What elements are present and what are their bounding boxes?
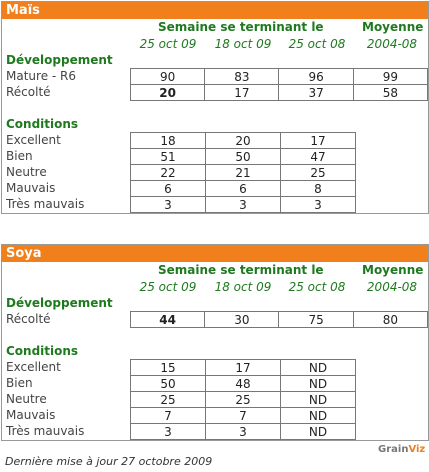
mais-cond-heading: Conditions [6, 117, 79, 131]
table-cell: 3 [131, 197, 206, 213]
table-cell: 8 [281, 181, 356, 197]
table-row [131, 392, 356, 408]
soya-date-1: 25 oct 09 [139, 280, 197, 294]
table-row [131, 408, 356, 424]
soya-date-3: 25 oct 08 [288, 280, 346, 294]
mais-date-1: 25 oct 09 [139, 37, 197, 51]
table-row [131, 424, 356, 440]
table-cell: 3 [206, 197, 281, 213]
soya-cond-heading: Conditions [6, 344, 79, 358]
mais-section [1, 1, 429, 214]
table-row [131, 376, 356, 392]
mais-dev-heading: Développement [6, 53, 113, 67]
table-cell: 15 [131, 360, 206, 376]
table-cell: 25 [281, 165, 356, 181]
table-cell: 3 [281, 197, 356, 213]
table-cell: 20 [206, 133, 281, 149]
mais-cond-label: Neutre [6, 165, 47, 179]
table-cell: 96 [279, 69, 353, 85]
table-cell: 80 [353, 312, 427, 328]
table-row [131, 165, 356, 181]
table-cell: 17 [206, 360, 281, 376]
mais-dev-row-label: Récolté [6, 85, 51, 99]
mais-dev-row-label: Mature - R6 [6, 69, 77, 83]
mais-cond-label: Très mauvais [6, 197, 85, 211]
soya-title: Soya [2, 245, 428, 262]
table-cell: 17 [281, 133, 356, 149]
table-cell: 47 [281, 149, 356, 165]
table-cell: ND [281, 424, 356, 440]
table-cell: 6 [131, 181, 206, 197]
table-cell: 7 [206, 408, 281, 424]
table-cell: 17 [205, 85, 279, 101]
highlight-cell: 20 [131, 85, 205, 101]
table-cell: 3 [206, 424, 281, 440]
mais-cond-table [130, 132, 356, 213]
mais-week-header: Semaine se terminant le [158, 20, 324, 34]
table-cell: 7 [131, 408, 206, 424]
soya-dev-heading: Développement [6, 296, 113, 310]
table-cell: 75 [279, 312, 353, 328]
soya-section [1, 244, 429, 441]
table-cell: 3 [131, 424, 206, 440]
table-row [131, 181, 356, 197]
grainviz-logo [378, 444, 425, 455]
table-row [131, 133, 356, 149]
table-row [131, 69, 428, 85]
mais-avg-header: Moyenne [362, 20, 424, 34]
soya-cond-table [130, 359, 356, 440]
mais-dev-table [130, 68, 428, 101]
table-cell: 25 [131, 392, 206, 408]
soya-date-4: 2004-08 [366, 280, 418, 294]
table-row [131, 312, 428, 328]
table-cell: ND [281, 360, 356, 376]
table-cell: 51 [131, 149, 206, 165]
soya-cond-label: Neutre [6, 392, 47, 406]
table-cell: 6 [206, 181, 281, 197]
table-cell: 37 [279, 85, 353, 101]
soya-cond-label: Très mauvais [6, 424, 85, 438]
soya-cond-label: Bien [6, 376, 33, 390]
logo-part-1: Grain [378, 444, 409, 455]
table-cell: 90 [131, 69, 205, 85]
table-cell: ND [281, 408, 356, 424]
table-cell: 22 [131, 165, 206, 181]
table-row [131, 360, 356, 376]
table-cell: 48 [206, 376, 281, 392]
soya-date-2: 18 oct 09 [214, 280, 272, 294]
soya-dev-table [130, 311, 428, 328]
mais-date-3: 25 oct 08 [288, 37, 346, 51]
table-cell: 83 [205, 69, 279, 85]
mais-date-4: 2004-08 [366, 37, 418, 51]
last-updated: Dernière mise à jour 27 octobre 2009 [5, 455, 213, 468]
soya-cond-label: Mauvais [6, 408, 56, 422]
table-cell: 21 [206, 165, 281, 181]
soya-avg-header: Moyenne [362, 263, 424, 277]
table-cell: 25 [206, 392, 281, 408]
logo-part-2: Viz [408, 444, 426, 455]
table-cell: 50 [206, 149, 281, 165]
table-cell: 18 [131, 133, 206, 149]
mais-date-2: 18 oct 09 [214, 37, 272, 51]
soya-week-header: Semaine se terminant le [158, 263, 324, 277]
mais-cond-label: Bien [6, 149, 33, 163]
table-cell: 99 [353, 69, 427, 85]
mais-cond-label: Excellent [6, 133, 61, 147]
table-row [131, 149, 356, 165]
table-row [131, 197, 356, 213]
table-row [131, 85, 428, 101]
table-cell: 58 [353, 85, 427, 101]
table-cell: 30 [205, 312, 279, 328]
soya-dev-row-label: Récolté [6, 312, 51, 326]
mais-cond-label: Mauvais [6, 181, 56, 195]
table-cell: ND [281, 376, 356, 392]
highlight-cell: 44 [131, 312, 205, 328]
soya-cond-label: Excellent [6, 360, 61, 374]
mais-title: Maïs [2, 2, 428, 19]
table-cell: ND [281, 392, 356, 408]
table-cell: 50 [131, 376, 206, 392]
